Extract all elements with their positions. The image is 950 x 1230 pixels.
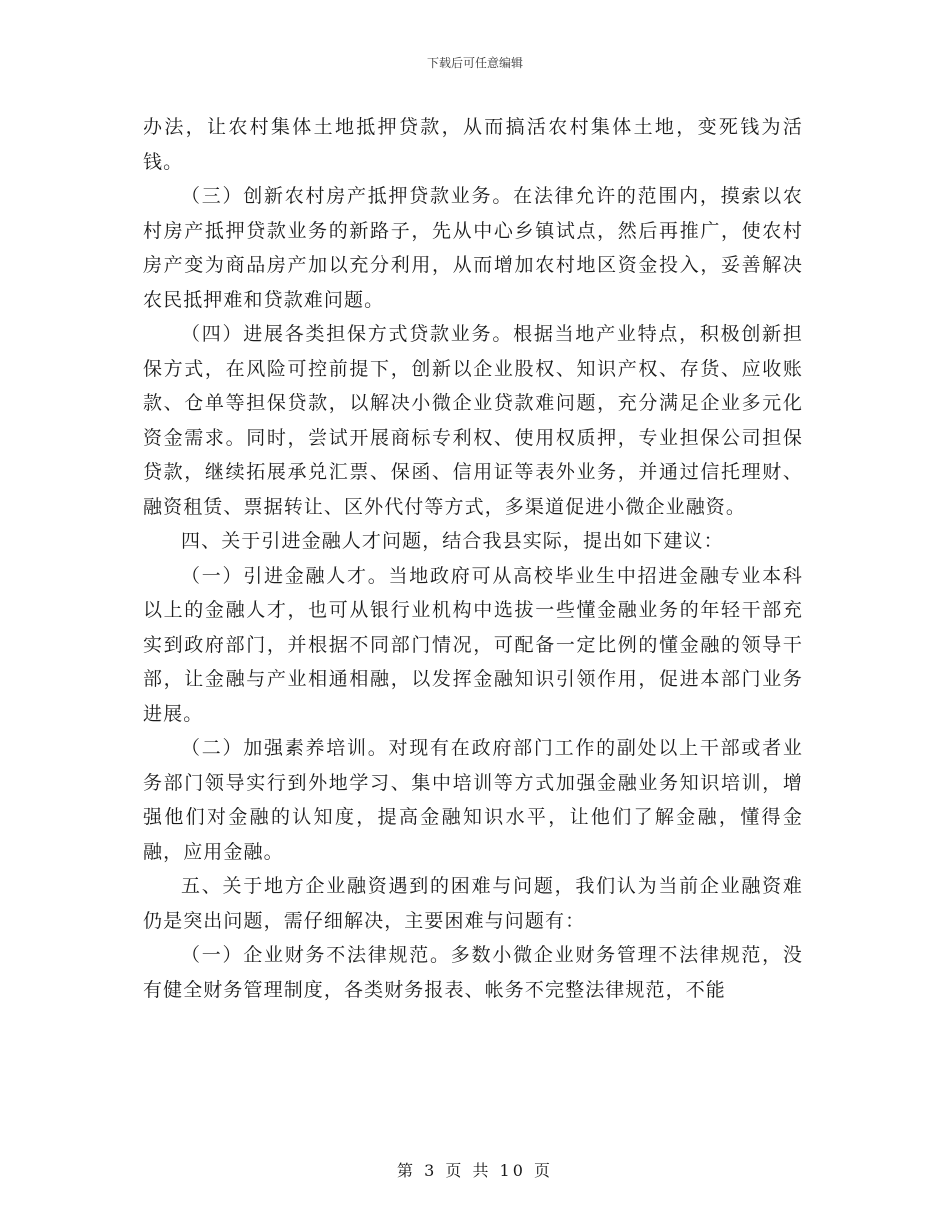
paragraph-continuation: 办法，让农村集体土地抵押贷款，从而搞活农村集体土地，变死钱为活钱。 bbox=[143, 116, 803, 173]
document-body bbox=[143, 110, 803, 1007]
page-header: 下载后可任意编辑 bbox=[426, 56, 523, 70]
paragraph-training: （二）加强素养培训。对现有在政府部门工作的副处以上干部或者业务部门领导实行到外地学习、集中培训等方式加强金融业务知识培训，增强他们对金融的认知度，提高金融知识水平，让他们了解金融，懂得金融，应用金融。 bbox=[143, 737, 803, 863]
paragraph-finance-irregular: （一）企业财务不法律规范。多数小微企业财务管理不法律规范，没有健全财务管理制度，各类财务报表、帐务不完整法律规范，不能 bbox=[143, 944, 803, 1001]
paragraph-guarantee-loans: （四）进展各类担保方式贷款业务。根据当地产业特点，积极创新担保方式，在风险可控前提下，创新以企业股权、知识产权、存货、应收账款、仓单等担保贷款，以解决小微企业贷款难问题，充分满足企业多元化资金需求。同时，尝试开展商标专利权、使用权质押，专业担保公司担保贷款，继续拓展承兑汇票、保函、信用证等表外业务，并通过信托理财、融资租赁、票据转让、区外代付等方式，多渠道促进小微企业融资。 bbox=[143, 323, 803, 518]
paragraph-introduce-talent: （一）引进金融人才。当地政府可从高校毕业生中招进金融专业本科以上的金融人才，也可从银行业机构中选拔一些懂金融业务的年轻干部充实到政府部门，并根据不同部门情况，可配备一定比例的懂金融的领导干部，让金融与产业相通相融，以发挥金融知识引领作用，促进本部门业务进展。 bbox=[143, 564, 803, 725]
paragraph-section-five-heading: 五、关于地方企业融资遇到的困难与问题，我们认为当前企业融资难仍是突出问题，需仔细解决，主要困难与问题有： bbox=[143, 875, 803, 932]
paragraph-section-four-heading: 四、关于引进金融人才问题，结合我县实际，提出如下建议： bbox=[181, 530, 724, 552]
paragraph-rural-housing-mortgage: （三）创新农村房产抵押贷款业务。在法律允许的范围内，摸索以农村房产抵押贷款业务的新路子，先从中心乡镇试点，然后再推广，使农村房产变为商品房产加以充分利用，从而增加农村地区资金投入，妥善解决农民抵押难和贷款难问题。 bbox=[143, 185, 803, 311]
page-number-footer: 第 3 页 共 10 页 bbox=[397, 1161, 553, 1180]
